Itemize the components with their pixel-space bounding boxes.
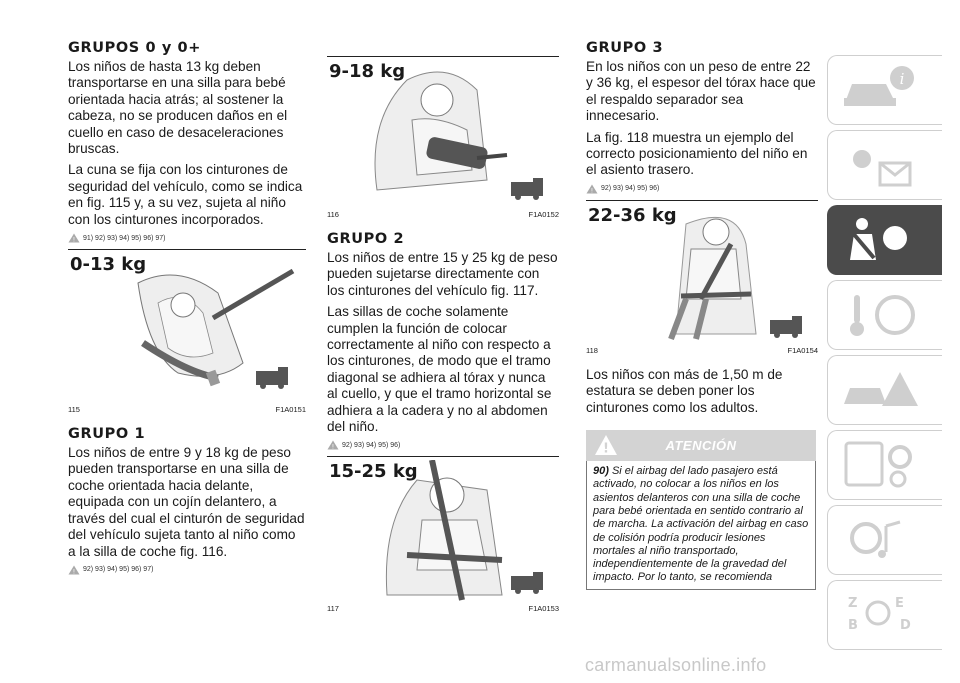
maintenance-tools-icon	[840, 439, 920, 491]
van-icon	[256, 367, 288, 389]
section-heading-grupo-2: GRUPO 2	[327, 231, 405, 247]
figure-118	[586, 200, 818, 355]
column-2	[327, 56, 559, 625]
paragraph: La cuna se fija con los cinturones de seguridad del vehículo, como se indica en fig. 115 y, a su vez, sujeta al niño con los cinturones incorporados.	[68, 162, 303, 227]
paragraph: Los niños de entre 9 y 18 kg de peso pueden transportarse en una silla de coche orientada hacia delante, equipada con un cojín delantero, a través del cual el cinturón de seguridad del vehículo sujeta tanto al niño como a la silla de coche fig. 116.	[68, 445, 305, 559]
warning-references	[68, 233, 306, 243]
column-1	[68, 40, 306, 581]
figure-115	[68, 249, 306, 414]
section-heading-grupos-0: GRUPOS 0 y 0+	[68, 40, 201, 56]
paragraph: La fig. 118 muestra un ejemplo del correcto posicionamiento del niño en el asiento trasero.	[586, 129, 808, 178]
warning-icon	[586, 184, 598, 194]
paragraph: En los niños con un peso de entre 22 y 36 kg, el espesor del tórax hace que el respaldo separador sea innecesario.	[586, 59, 816, 124]
warning-references	[586, 184, 818, 194]
watermark: carmanualsonline.info	[585, 655, 767, 675]
warning-triangle-icon	[594, 434, 618, 456]
tab-maintenance[interactable]	[827, 430, 942, 500]
paragraph: Los niños de entre 15 y 25 kg de peso pueden sujetarse directamente con los cinturones del vehículo fig. 117.	[327, 250, 558, 298]
attention-label: ATENCIÓN	[665, 438, 737, 454]
tab-multimedia[interactable]	[827, 505, 942, 575]
dashboard-lights-icon	[840, 139, 920, 191]
svg-text:!: !	[603, 441, 609, 457]
tab-emergency[interactable]	[827, 355, 942, 425]
figure-code: F1A0153	[528, 604, 559, 614]
figure-number: 117	[327, 604, 339, 614]
figure-title: 15-25 kg	[329, 461, 418, 483]
tab-car-info[interactable]	[827, 55, 942, 125]
warning-references	[327, 440, 559, 450]
figure-number: 115	[68, 405, 80, 415]
attention-header	[586, 430, 816, 461]
child-seat-9-18-illustration	[327, 60, 559, 208]
key-steering-icon	[840, 289, 920, 341]
van-icon	[511, 178, 543, 200]
attention-box	[586, 430, 816, 590]
warning-icon	[327, 440, 339, 450]
warning-icon	[68, 233, 80, 243]
car-warning-icon	[840, 364, 920, 416]
svg-text:Z: Z	[848, 596, 858, 611]
seatbelt-airbag-icon	[840, 214, 920, 266]
figure-title: 0-13 kg	[70, 254, 147, 276]
figure-title: 9-18 kg	[329, 61, 406, 82]
section-heading-grupo-1: GRUPO 1	[68, 426, 146, 443]
svg-text:D: D	[900, 618, 911, 633]
figure-code: F1A0151	[275, 405, 306, 415]
reference-list: 92) 93) 94) 95) 96) 97)	[83, 566, 154, 574]
chapter-tabs	[827, 55, 960, 655]
infant-carrier-illustration	[68, 253, 304, 403]
svg-text:!: !	[72, 236, 76, 244]
van-icon	[770, 316, 802, 338]
svg-text:B: B	[848, 618, 858, 633]
svg-text:!: !	[590, 187, 594, 194]
warning-icon	[68, 565, 80, 575]
svg-text:E: E	[895, 596, 904, 611]
column-3	[586, 40, 818, 590]
attention-text	[586, 461, 816, 590]
index-search-icon	[840, 589, 920, 641]
reference-list: 92) 93) 94) 95) 96)	[601, 185, 660, 193]
figure-117	[327, 456, 559, 613]
figure-code: F1A0154	[787, 345, 818, 355]
svg-text:!: !	[72, 568, 76, 575]
paragraph: Los niños con más de 1,50 m de estatura se deben poner los cinturones como los adultos.	[586, 366, 783, 415]
tab-dashboard-lights[interactable]	[827, 130, 942, 200]
attention-number: 90)	[593, 465, 609, 478]
reference-list: 92) 93) 94) 95) 96)	[342, 441, 401, 449]
figure-title: 22-36 kg	[588, 204, 677, 226]
attention-body: Si el airbag del lado pasajero está activado, no colocar a los niños en los asientos delanteros con una silla de coche para bebé orientada en sentido contrario al de marcha. La activación del airbag en caso de colisión podría producir lesiones mortales al niño transportado, independientemente de la gravedad del impacto. Por lo tanto, se recomienda	[593, 465, 809, 584]
figure-code: F1A0152	[528, 210, 559, 219]
figure-116	[327, 56, 559, 219]
svg-text:!: !	[331, 444, 335, 451]
section-heading-grupo-3: GRUPO 3	[586, 40, 664, 56]
van-icon	[511, 572, 543, 594]
svg-text:i: i	[899, 70, 905, 88]
reference-list: 91) 92) 93) 94) 95) 96) 97)	[83, 234, 166, 242]
paragraph: Las sillas de coche solamente cumplen la función de colocar correctamente al niño con respecto a los cinturones, de modo que el tramo diagonal se adhiera al tórax y nunca al cuello, y que el tramo horizontal se adhiera a la cadera y no al abdomen del niño.	[327, 304, 552, 435]
paragraph: Los niños de hasta 13 kg deben transportarse en una silla para bebé orientada hacia atrás; al sostener la cabeza, no se producen daños en el cuello en caso de desaceleraciones bruscas.	[68, 59, 288, 157]
figure-number: 118	[586, 345, 598, 355]
multimedia-icon	[840, 514, 920, 566]
tab-safety[interactable]	[827, 205, 942, 275]
tab-index[interactable]	[827, 580, 942, 650]
car-info-icon	[840, 64, 920, 116]
figure-number: 116	[327, 210, 339, 219]
warning-references	[68, 565, 306, 575]
tab-starting-driving[interactable]	[827, 280, 942, 350]
